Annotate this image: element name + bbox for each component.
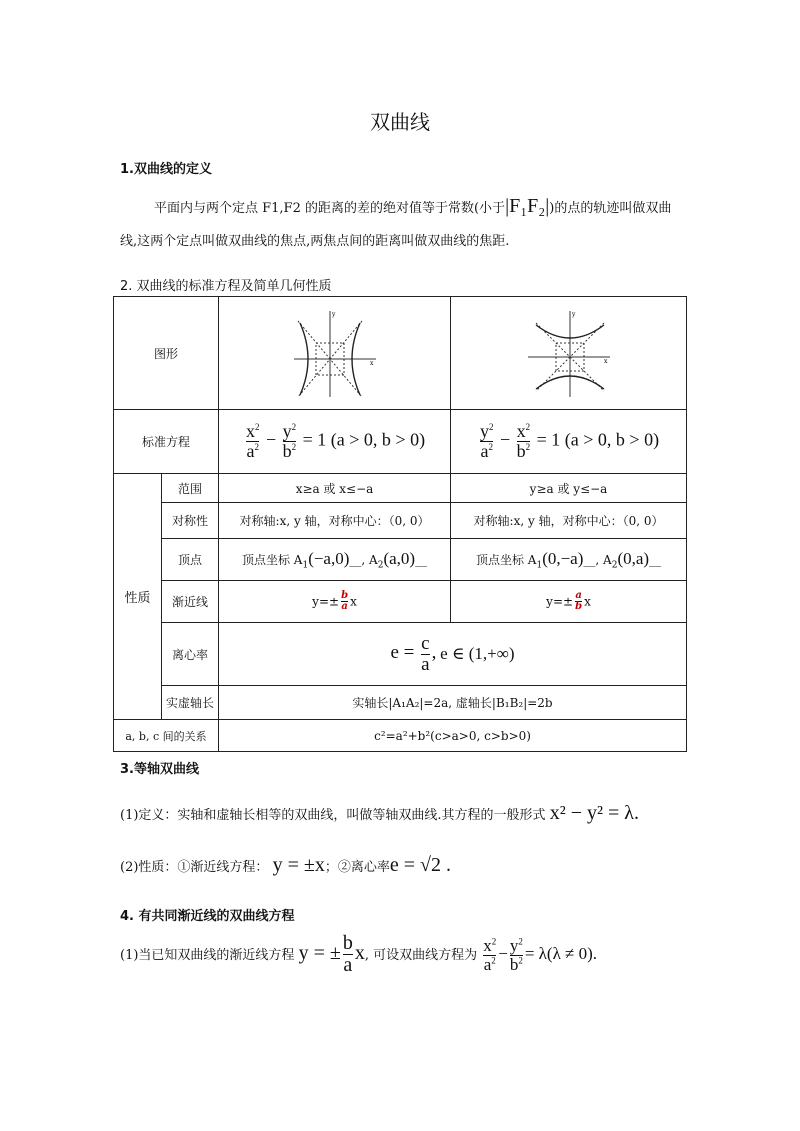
label-abc: a, b, c 间的关系 bbox=[114, 720, 219, 752]
row-equation bbox=[114, 410, 687, 474]
symmetry-right: 对称轴:x, y 轴，对称中心：（0, 0） bbox=[451, 503, 687, 539]
equilateral-properties: (2)性质：①渐近线方程： y = ±x；②离心率e = √2 . bbox=[120, 854, 451, 876]
svg-text:y: y bbox=[571, 311, 575, 318]
section-2-heading: 2. 双曲线的标准方程及简单几何性质 bbox=[120, 279, 332, 294]
hyperbola-x-icon bbox=[292, 307, 378, 399]
graph-vertical bbox=[451, 297, 687, 410]
row-axis bbox=[114, 686, 687, 720]
row-range bbox=[114, 474, 687, 503]
f1f2-abs: |F₁F₂| bbox=[505, 195, 550, 217]
svg-text:x: x bbox=[369, 360, 373, 367]
vertex-left: 顶点坐标 $A_1(-a,0)\_\_$, $A_2(a,0)\_\_$ bbox=[219, 539, 451, 581]
label-graph: 图形 bbox=[114, 297, 219, 410]
eccentricity-value: e = $\frac{c}{a}$ , e ∈ (1,+∞) bbox=[219, 623, 687, 686]
row-abc bbox=[114, 720, 687, 752]
label-symmetry: 对称性 bbox=[162, 503, 219, 539]
label-properties: 性质 bbox=[114, 474, 162, 720]
definition-text-end: )的点的轨迹叫做双曲线,这两个定点叫做双曲线的焦点,两焦点间的距离叫做双曲线的焦距. bbox=[120, 201, 672, 249]
definition-text: 平面内与两个定点 F1,F2 的距离的差的绝对值等于常数(小于 bbox=[154, 201, 506, 216]
section-3-heading: 3.等轴双曲线 bbox=[120, 762, 199, 777]
common-asymptote-text: (1)当已知双曲线的渐近线方程 y = ± $\frac{b}{a}$ x, 可设双曲线方程为 $\frac{x^2}{a^2}$ − $\frac{y^2}{b^2}$ = λ(λ ≠ 0). bbox=[120, 931, 598, 976]
abc-relation: c²=a²+b²(c>a>0, c>b>0) bbox=[219, 720, 687, 752]
row-graph bbox=[114, 297, 687, 410]
svg-text:x: x bbox=[603, 358, 607, 365]
equation-y: $\frac{y^2}{a^2}$ − $\frac{x^2}{b^2}$ = 1 (a > 0, b > 0) bbox=[451, 410, 687, 474]
range-right: y≥a 或 y≤−a bbox=[451, 474, 687, 503]
vertex-right: 顶点坐标 $A_1(0,-a)\_\_$, $A_2(0,a)\_\_$ bbox=[451, 539, 687, 581]
label-asymptote: 渐近线 bbox=[162, 581, 219, 623]
label-range: 范围 bbox=[162, 474, 219, 503]
axis-lengths: 实轴长|A₁A₂|=2a, 虚轴长|B₁B₂|=2b bbox=[219, 686, 687, 720]
asymptote-left: y=± $\frac{b}{a}$ x bbox=[219, 581, 451, 623]
label-vertex: 顶点 bbox=[162, 539, 219, 581]
equation-x: $\frac{x^2}{a^2}$ − $\frac{y^2}{b^2}$ = 1 (a > 0, b > 0) bbox=[219, 410, 451, 474]
label-eccentricity: 离心率 bbox=[162, 623, 219, 686]
range-left: x≥a 或 x≤−a bbox=[219, 474, 451, 503]
row-asymptote bbox=[114, 581, 687, 623]
hyperbola-y-icon bbox=[526, 307, 612, 399]
equilateral-definition: (1)定义：实轴和虚轴长相等的双曲线，叫做等轴双曲线.其方程的一般形式 x² − y² = λ. bbox=[120, 802, 639, 824]
hyperbola-table bbox=[113, 296, 687, 752]
row-symmetry bbox=[114, 503, 687, 539]
row-vertex bbox=[114, 539, 687, 581]
row-eccentricity bbox=[114, 623, 687, 686]
svg-text:y: y bbox=[331, 311, 335, 318]
section-1-heading: 1.双曲线的定义 bbox=[120, 162, 212, 177]
page-title: 双曲线 bbox=[370, 110, 430, 134]
section-4-heading: 4. 有共同渐近线的双曲线方程 bbox=[120, 909, 295, 924]
definition-paragraph bbox=[120, 190, 688, 258]
label-axis: 实虚轴长 bbox=[162, 686, 219, 720]
symmetry-left: 对称轴:x, y 轴，对称中心：（0, 0） bbox=[219, 503, 451, 539]
label-equation: 标准方程 bbox=[114, 410, 219, 474]
asymptote-right: y=± $\frac{a}{b}$ x bbox=[451, 581, 687, 623]
graph-horizontal bbox=[219, 297, 451, 410]
